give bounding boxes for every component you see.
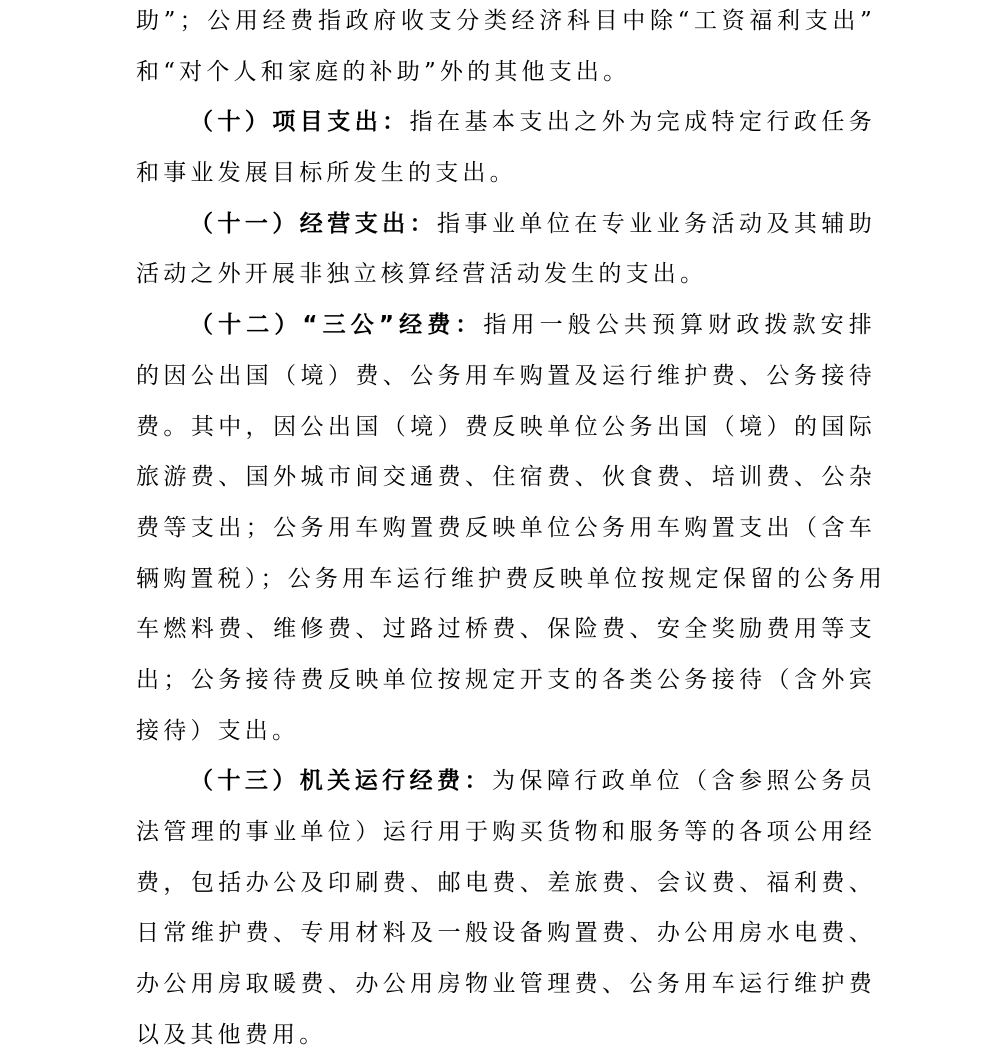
term-heading: （十）项目支出：	[190, 109, 410, 136]
text-line	[136, 756, 876, 807]
text-line: 活动之外开展非独立核算经营活动发生的支出。	[136, 261, 708, 288]
line-text: 指事业单位在专业业务活动及其辅助	[437, 210, 876, 237]
text-line	[136, 97, 876, 148]
paragraph	[136, 199, 876, 300]
text-line: 和事业发展目标所发生的支出。	[136, 160, 517, 187]
paragraph	[136, 300, 887, 756]
text-line: 和“对个人和家庭的补助”外的其他支出。	[136, 58, 631, 85]
text-line	[136, 300, 876, 351]
line-text: 指用一般公共预算财政拨款安排	[483, 312, 876, 339]
text-line	[136, 199, 876, 250]
text-line: 助”；公用经费指政府收支分类经济科目中除“工资福利支出”	[136, 8, 876, 34]
text-line: 旅游费、国外城市间交通费、住宿费、伙食费、培训费、公杂	[136, 464, 876, 491]
text-line: 的因公出国（境）费、公务用车购置及运行维护费、公务接待	[136, 362, 876, 389]
term-heading: （十三）机关运行经费：	[190, 768, 492, 795]
text-line: 日常维护费、专用材料及一般设备购置费、办公用房水电费、	[136, 920, 876, 947]
text-line: 辆购置税）；公务用车运行维护费反映单位按规定保留的公务用	[136, 565, 887, 592]
paragraph	[136, 756, 876, 1060]
text-line: 费。其中，因公出国（境）费反映单位公务出国（境）的国际	[136, 413, 876, 440]
paragraph	[136, 97, 876, 198]
text-line: 费，包括办公及印刷费、邮电费、差旅费、会议费、福利费、	[136, 869, 876, 896]
text-line: 以及其他费用。	[136, 1021, 327, 1048]
text-line: 费等支出；公务用车购置费反映单位公务用车购置支出（含车	[136, 514, 876, 541]
term-heading: （十一）经营支出：	[190, 210, 438, 237]
document-page	[136, 0, 887, 1060]
term-heading: （十二）“三公”经费：	[190, 312, 484, 339]
text-line: 接待）支出。	[136, 717, 300, 744]
paragraph	[136, 0, 876, 97]
line-text: 指在基本支出之外为完成特定行政任务	[409, 109, 876, 136]
text-line: 办公用房取暖费、办公用房物业管理费、公务用车运行维护费	[136, 971, 876, 998]
text-line: 出；公务接待费反映单位按规定开支的各类公务接待（含外宾	[136, 666, 876, 693]
text-line: 车燃料费、维修费、过路过桥费、保险费、安全奖励费用等支	[136, 616, 876, 643]
line-text: 为保障行政单位（含参照公务员	[491, 768, 876, 795]
text-line: 法管理的事业单位）运行用于购买货物和服务等的各项公用经	[136, 819, 876, 845]
